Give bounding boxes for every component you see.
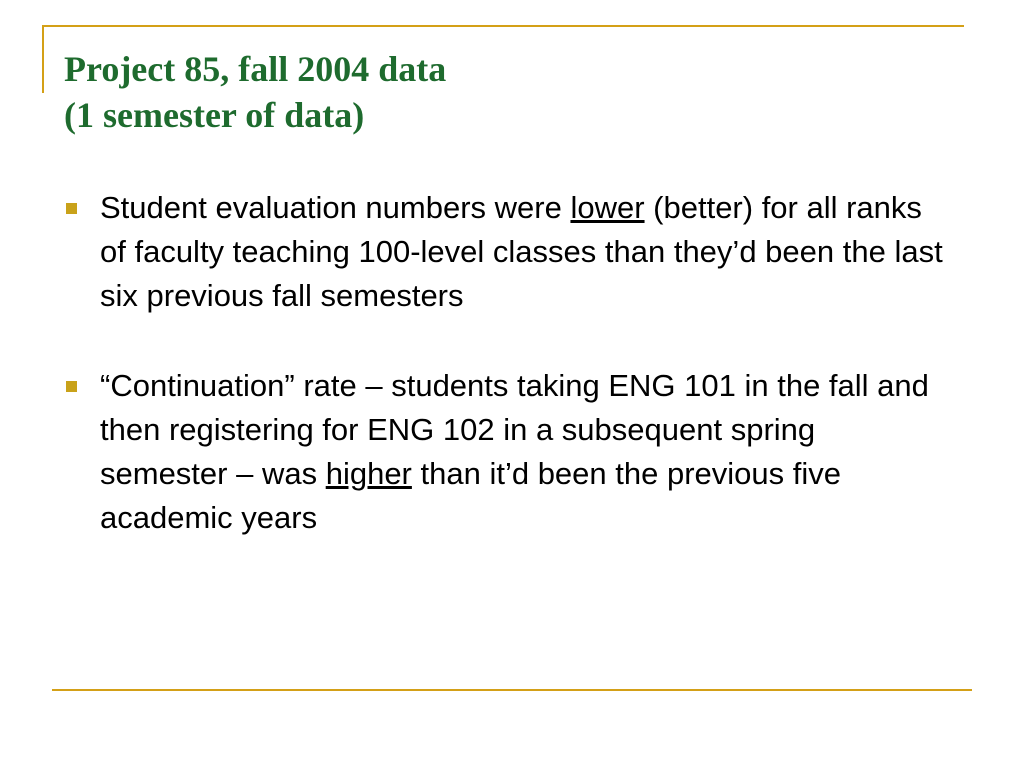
bullet-emphasis: lower xyxy=(570,190,645,225)
bullet-text-post: (better) for all ranks of faculty teaching 100-level classes than they’d been the last six previous fall semesters xyxy=(100,190,943,313)
title-line-2: (1 semester of data) xyxy=(64,95,365,135)
top-rule xyxy=(42,25,964,27)
bullet-text-pre: Student evaluation numbers were xyxy=(100,190,571,225)
title-line-1: Project 85, fall 2004 data xyxy=(64,49,447,89)
bullet-emphasis: higher xyxy=(325,456,412,491)
bullet-text-pre: “Continuation” rate – students taking ENG 101 in the fall and then registering for ENG 102 in a subsequent spring semester – was xyxy=(100,368,929,491)
square-bullet-icon xyxy=(66,381,77,392)
bullet-text-post: than it’d been the previous five academic years xyxy=(100,456,842,535)
slide-title xyxy=(64,46,964,138)
square-bullet-icon xyxy=(66,203,77,214)
bottom-rule xyxy=(52,689,972,691)
bullet-item-continuation xyxy=(64,364,944,540)
left-rule xyxy=(42,25,44,93)
bullet-item-evaluations xyxy=(64,186,944,318)
bullet-list xyxy=(64,186,944,540)
